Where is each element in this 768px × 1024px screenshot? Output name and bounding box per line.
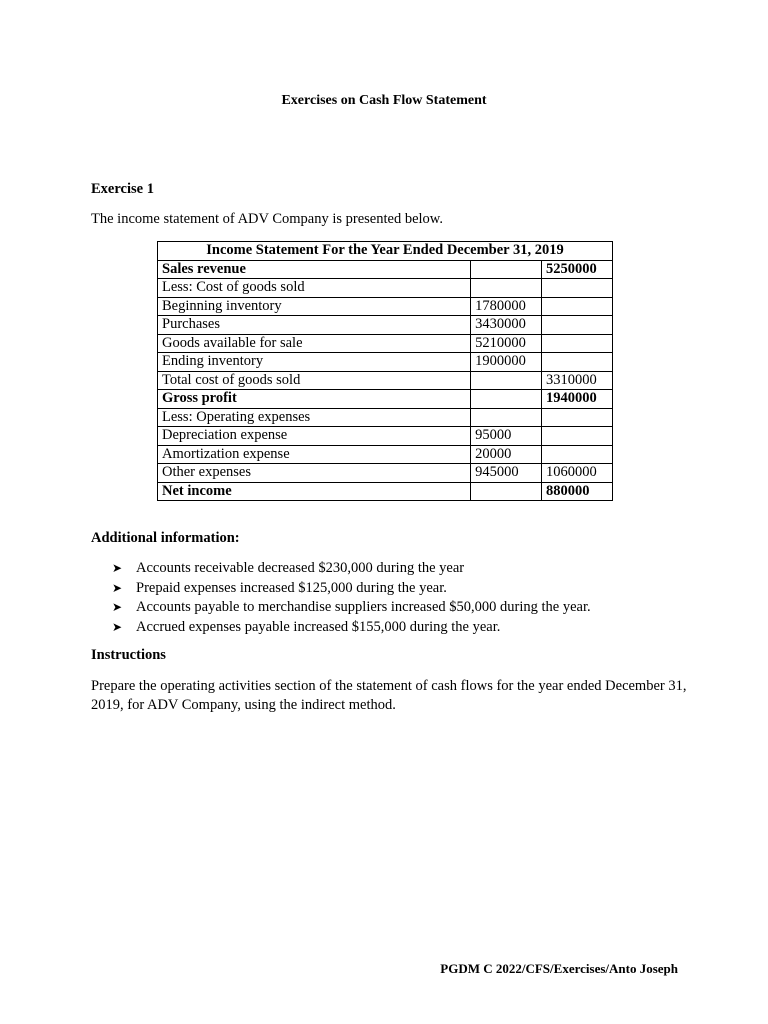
row-total (542, 445, 613, 464)
income-statement-title-row (158, 242, 613, 261)
instructions-heading: Instructions (91, 647, 166, 663)
row-label: Amortization expense (158, 445, 471, 464)
list-item (112, 559, 591, 579)
income-statement-title: Income Statement For the Year Ended December 31, 2019 (158, 242, 613, 261)
list-item-text: Prepaid expenses increased $125,000 during the year. (136, 579, 447, 596)
table-row (158, 279, 613, 298)
row-label: Total cost of goods sold (158, 371, 471, 390)
row-total: 1060000 (542, 464, 613, 483)
table-row (158, 482, 613, 501)
table-row (158, 334, 613, 353)
row-total (542, 334, 613, 353)
table-row (158, 371, 613, 390)
table-row (158, 297, 613, 316)
page-title: Exercises on Cash Flow Statement (281, 93, 487, 108)
list-item-text: Accrued expenses payable increased $155,000 during the year. (136, 618, 501, 635)
table-row (158, 445, 613, 464)
row-amount: 1780000 (471, 297, 542, 316)
table-row (158, 316, 613, 335)
row-total: 3310000 (542, 371, 613, 390)
list-item-text: Accounts receivable decreased $230,000 during the year (136, 560, 465, 576)
arrowhead-bullet-icon: ➤ (112, 561, 123, 575)
row-amount (471, 260, 542, 279)
row-amount: 1900000 (471, 353, 542, 372)
intro-text: The income statement of ADV Company is presented below. (91, 211, 443, 227)
row-total: 1940000 (542, 390, 613, 409)
table-row (158, 260, 613, 279)
row-amount: 20000 (471, 445, 542, 464)
row-amount: 945000 (471, 464, 542, 483)
row-label: Purchases (158, 316, 471, 335)
list-item-text: Accounts payable to merchandise suppliers increased $50,000 during the year. (136, 599, 591, 615)
row-amount: 95000 (471, 427, 542, 446)
table-row (158, 427, 613, 446)
row-amount: 3430000 (471, 316, 542, 335)
row-label: Other expenses (158, 464, 471, 483)
additional-information-heading: Additional information: (91, 530, 240, 546)
row-amount (471, 279, 542, 298)
exercise-heading: Exercise 1 (91, 181, 154, 197)
row-label: Gross profit (158, 390, 471, 409)
row-total: 880000 (542, 482, 613, 501)
row-total (542, 427, 613, 446)
table-row (158, 390, 613, 409)
row-label: Net income (158, 482, 471, 501)
row-total (542, 408, 613, 427)
row-total (542, 297, 613, 316)
income-statement-body (158, 260, 613, 501)
row-label: Sales revenue (158, 260, 471, 279)
arrowhead-bullet-icon: ➤ (112, 600, 123, 614)
page-footer: PGDM C 2022/CFS/Exercises/Anto Joseph (440, 961, 678, 976)
arrowhead-bullet-icon: ➤ (112, 619, 123, 634)
table-row (158, 353, 613, 372)
row-total (542, 279, 613, 298)
row-amount (471, 390, 542, 409)
row-amount (471, 482, 542, 501)
row-label: Less: Cost of goods sold (158, 279, 471, 298)
row-total: 5250000 (542, 260, 613, 279)
instructions-text: Prepare the operating activities section of the statement of cash flows for the year ended December 31, 2019, for ADV Company, using the indirect method. (91, 678, 687, 713)
row-amount: 5210000 (471, 334, 542, 353)
additional-information-list (112, 559, 591, 637)
row-label: Depreciation expense (158, 427, 471, 446)
row-total (542, 353, 613, 372)
row-label: Less: Operating expenses (158, 408, 471, 427)
income-statement-table (157, 241, 613, 501)
row-label: Ending inventory (158, 353, 471, 372)
list-item (112, 618, 591, 638)
table-row (158, 408, 613, 427)
row-total (542, 316, 613, 335)
list-item (112, 598, 591, 618)
list-item (112, 579, 591, 599)
row-amount (471, 371, 542, 390)
arrowhead-bullet-icon: ➤ (112, 580, 123, 595)
row-label: Goods available for sale (158, 334, 471, 353)
row-amount (471, 408, 542, 427)
table-row (158, 464, 613, 483)
row-label: Beginning inventory (158, 297, 471, 316)
